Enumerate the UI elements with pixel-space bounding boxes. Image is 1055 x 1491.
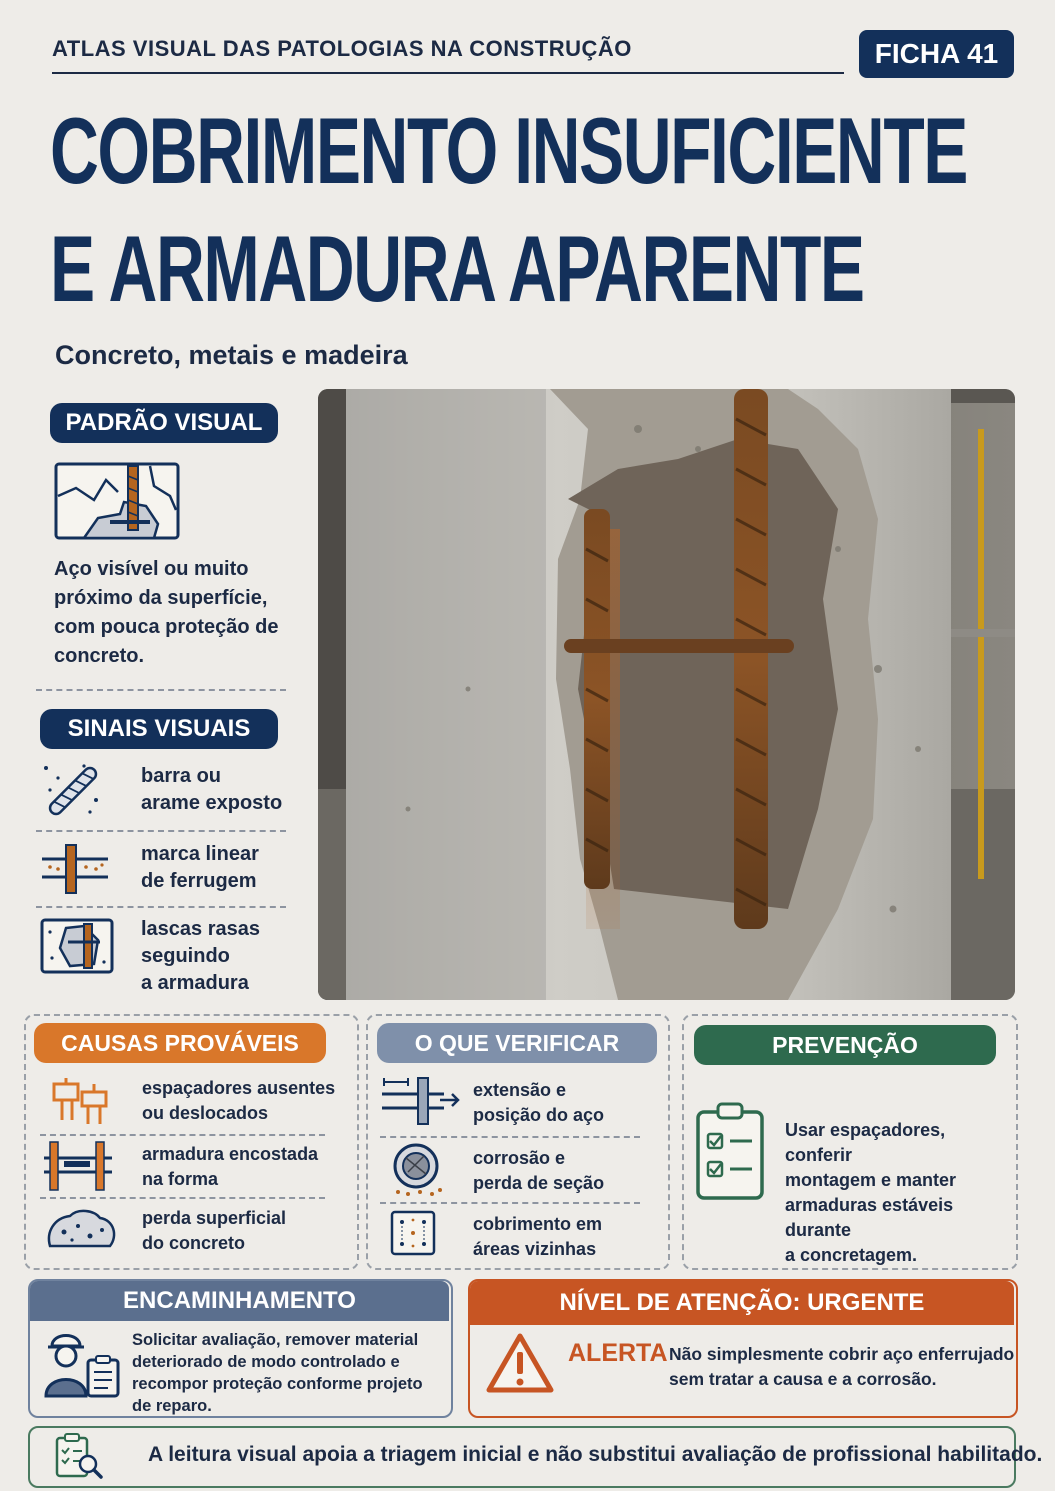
shallow-spall-icon [40, 918, 114, 979]
divider [380, 1136, 640, 1138]
sinal-item-2: marca linear de ferrugem [141, 843, 259, 892]
footer-text: A leitura visual apoia a triagem inicial e não substitui avaliação de profissional habilitado. [148, 1443, 1043, 1466]
warning-triangle-icon [486, 1332, 554, 1399]
causas-heading: CAUSAS PROVÁVEIS [34, 1023, 326, 1063]
spacer-icon [48, 1074, 110, 1131]
series-title: ATLAS VISUAL DAS PATOLOGIAS NA CONSTRUÇÃO [52, 36, 632, 61]
page-title-line-1: COBRIMENTO INSUFICIENTE [50, 98, 967, 203]
exposed-bar-icon [40, 760, 106, 827]
page-subtitle: Concreto, metais e madeira [55, 340, 408, 370]
cover-grid-icon [390, 1210, 436, 1261]
engineer-icon [42, 1326, 122, 1403]
verificar-item-2: corrosão e perda de seção [473, 1148, 605, 1193]
sinal-item-1: barra ou arame exposto [141, 765, 283, 814]
divider [36, 906, 286, 908]
measure-steel-icon [380, 1074, 462, 1133]
divider [36, 830, 286, 832]
verificar-item-1: extensão e posição do aço [473, 1080, 605, 1125]
verificar-heading: O QUE VERIFICAR [377, 1023, 657, 1063]
concrete-crack-rebar-icon [54, 462, 180, 545]
divider [380, 1202, 640, 1204]
alert-label: ALERTA [568, 1339, 668, 1367]
atencao-heading: NÍVEL DE ATENÇÃO: URGENTE [470, 1281, 1014, 1325]
causa-item-1: espaçadores ausentes ou deslocados [142, 1078, 336, 1123]
causa-item-2: armadura encostada na forma [142, 1144, 319, 1189]
concrete-surface-icon [44, 1206, 118, 1257]
divider [36, 689, 286, 691]
encaminhamento-heading: ENCAMINHAMENTO [30, 1281, 449, 1321]
encaminhamento-text: Solicitar avaliação, remover material deteriorado de modo controlado e recompor proteção conforme projeto de reparo. [132, 1331, 423, 1415]
damaged-column-photo [318, 389, 1015, 1000]
rebar-form-icon [42, 1140, 114, 1197]
causa-item-3: perda superficial do concreto [142, 1208, 287, 1253]
divider [40, 1134, 325, 1136]
prevencao-heading: PREVENÇÃO [694, 1025, 996, 1065]
divider [40, 1197, 325, 1199]
rust-line-icon [40, 843, 110, 900]
sinal-item-3: lascas rasas seguindo a armadura [141, 918, 261, 994]
verificar-item-3: cobrimento em áreas vizinhas [473, 1214, 603, 1259]
header-rule [52, 72, 844, 74]
padrao-visual-heading: PADRÃO VISUAL [50, 403, 278, 443]
ficha-badge: FICHA 41 [859, 30, 1014, 78]
page-title-line-2: E ARMADURA APARENTE [50, 216, 864, 321]
atencao-text: Não simplesmente cobrir aço enferrujado sem tratar a causa e a corrosão. [669, 1344, 1015, 1389]
inspection-clipboard-icon [54, 1432, 104, 1485]
padrao-visual-text: Aço visível ou muito próximo da superfície, com pouca proteção de concreto. [54, 558, 279, 667]
corroded-section-icon [390, 1142, 446, 1203]
sinais-visuais-heading: SINAIS VISUAIS [40, 709, 278, 749]
checklist-icon [694, 1102, 766, 1207]
prevencao-text: Usar espaçadores, conferir montagem e manter armaduras estáveis durante a concretagem. [785, 1120, 957, 1265]
